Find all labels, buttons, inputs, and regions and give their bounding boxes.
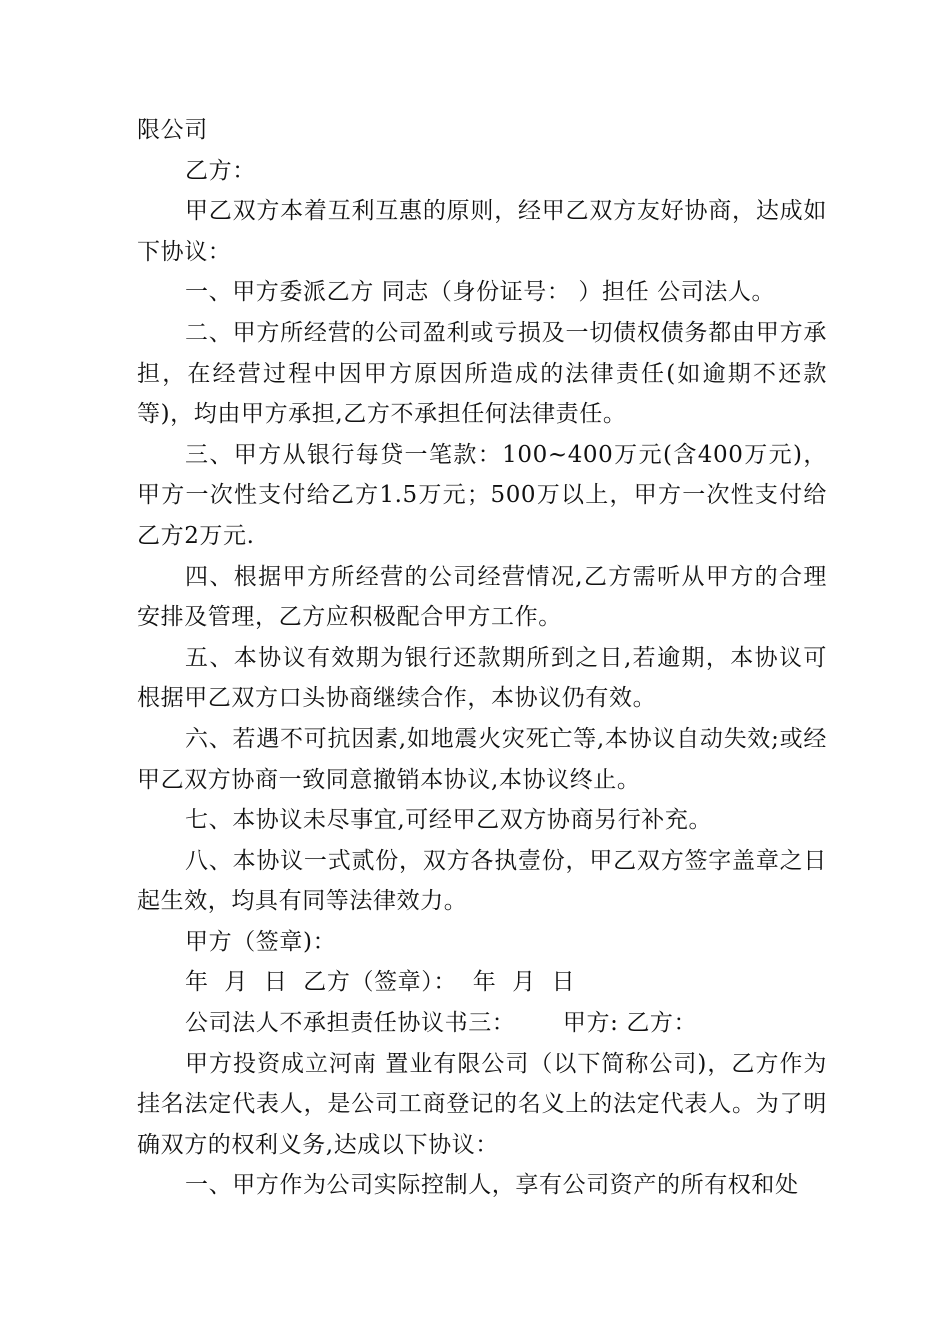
paragraph-agreement-3-preamble: 甲方投资成立河南 置业有限公司（以下简称公司)，乙方作为挂名法定代表人，是公司工商登记的名义上的法定代表人。为了明确双方的权利义务,达成以下协议：: [137, 1050, 827, 1158]
paragraph-company-fragment: 限公司: [137, 117, 208, 143]
paragraph-signature-dates: 年 月 日 乙方（签章）： 年 月 日: [185, 969, 576, 996]
paragraph-clause-5: 五、本协议有效期为银行还款期所到之日,若逾期，本协议可根据甲乙双方口头协商继续合作，本协议仍有效。: [137, 644, 827, 712]
paragraph-party-a-signature: 甲方（签章)：: [185, 928, 337, 955]
paragraph-agreement-3-title: 公司法人不承担责任协议书三： 甲方: 乙方：: [185, 1010, 698, 1037]
paragraph-clause-8: 八、本协议一式贰份，双方各执壹份，甲乙双方签字盖章之日起生效，均具有同等法律效力。: [137, 847, 827, 915]
paragraph-clause-6: 六、若遇不可抗因素,如地震火灾死亡等,本协议自动失效;或经甲乙双方协商一致同意撤销本协议,本协议终止。: [137, 725, 827, 793]
paragraph-preamble: 甲乙双方本着互利互惠的原则，经甲乙双方友好协商，达成如下协议：: [137, 198, 827, 265]
paragraph-clause-1: 一、甲方委派乙方 同志（身份证号： ）担任 公司法人。: [185, 279, 776, 306]
document-body: [137, 110, 827, 1206]
paragraph-agreement-3-clause-1: 一、甲方作为公司实际控制人，享有公司资产的所有权和处: [185, 1172, 799, 1199]
paragraph-clause-2: 二、甲方所经营的公司盈利或亏损及一切债权债务都由甲方承担，在经营过程中因甲方原因所造成的法律责任(如逾期不还款等)，均由甲方承担,乙方不承担任何法律责任。: [137, 319, 827, 428]
paragraph-party-b: 乙方：: [185, 157, 256, 184]
paragraph-clause-3: 三、甲方从银行每贷一笔款：100~400万元(含400万元)，甲方一次性支付给乙方1.5万元；500万以上，甲方一次性支付给乙方2万元.: [137, 441, 827, 549]
paragraph-clause-7: 七、本协议未尽事宜,可经甲乙双方协商另行补充。: [185, 807, 713, 834]
paragraph-clause-4: 四、根据甲方所经营的公司经营情况,乙方需听从甲方的合理安排及管理，乙方应积极配合甲方工作。: [137, 563, 827, 631]
